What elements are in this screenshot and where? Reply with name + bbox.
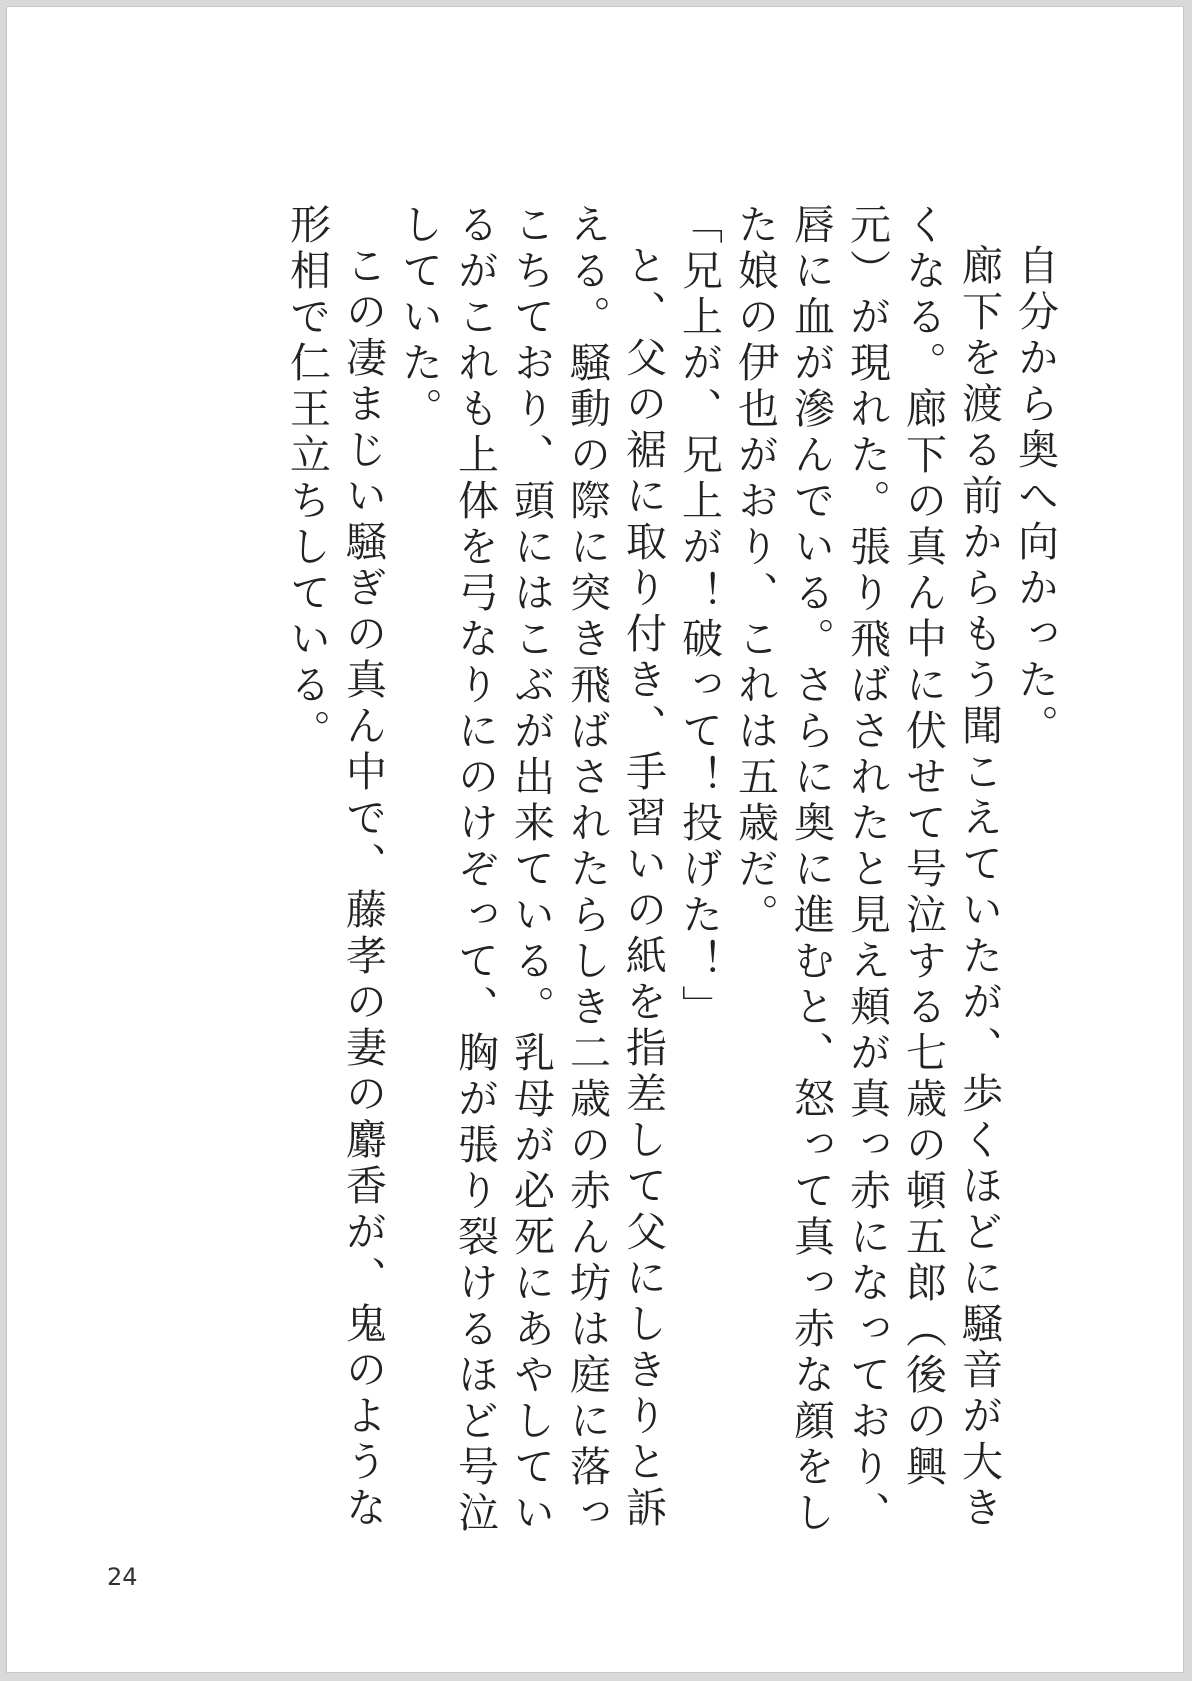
vertical-text-body bbox=[103, 203, 1063, 1553]
paragraph-2: 廊下を渡る前からもう聞こえていたが、歩くほどに騒音が大きくなる。廊下の真ん中に伏せて号泣する七歳の頓五郎（後の興元）が現れた。張り飛ばされたと見え頬が真っ赤になっており、唇に血が滲んでいる。さらに奥に進むと、怒って真っ赤な顔をした娘の伊也がおり、これは五歳だ。 bbox=[731, 203, 1003, 1537]
paragraph-4: と、父の裾に取り付き、手習いの紙を指差して父にしきりと訴える。騒動の際に突き飛ばされたらしき二歳の赤ん坊は庭に落っこちており、頭にはこぶが出来ている。乳母が必死にあやしているがこれも上体を弓なりにのけぞって、胸が張り裂けるほど号泣していた。 bbox=[395, 203, 667, 1537]
paragraph-5: この凄まじい騒ぎの真ん中で、藤孝の妻の麝香が、鬼のような形相で仁王立ちしている。 bbox=[283, 203, 387, 1532]
paragraph-3: 「兄上が、兄上が！破って！投げた！」 bbox=[675, 203, 723, 1031]
paragraph-1: 自分から奥へ向かった。 bbox=[1011, 244, 1059, 750]
book-page bbox=[6, 6, 1184, 1673]
page-number: 24 bbox=[107, 1563, 138, 1591]
